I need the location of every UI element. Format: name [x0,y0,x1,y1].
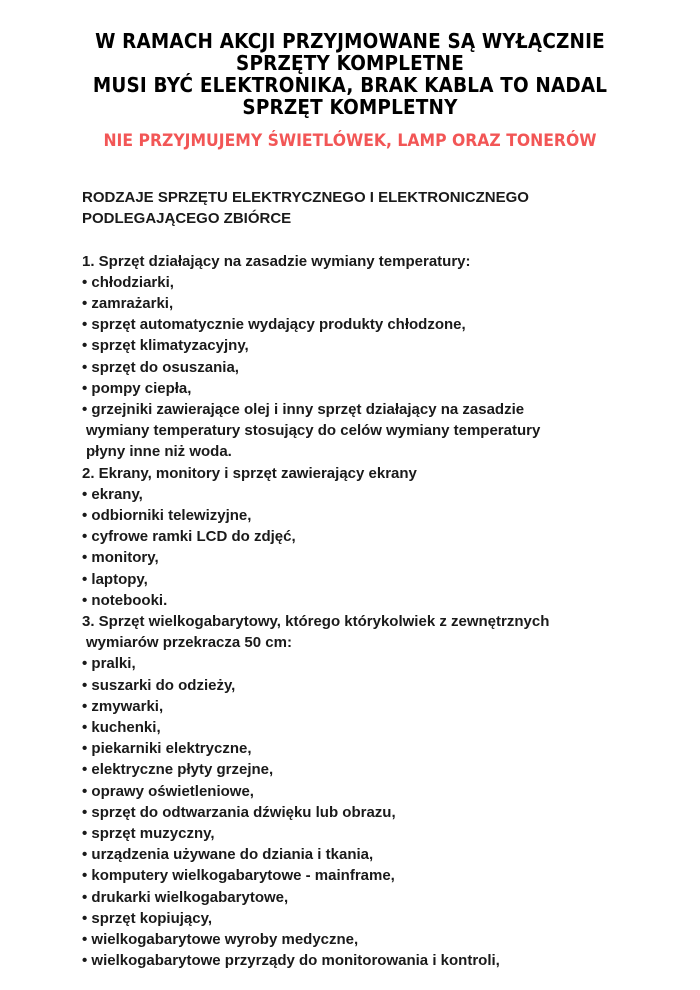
header [0,30,700,152]
equipment-list [82,187,682,972]
list-item: • chłodziarki, [82,273,174,291]
header-line-2: SPRZĘTY KOMPLETNE [236,51,464,75]
list-item: • ekrany, [82,485,143,503]
section-title-line-2: PODLEGAJĄCEGO ZBIÓRCE [82,210,292,228]
list-item-continuation: płyny inne niż woda. [86,443,232,461]
list-item: • sprzęt do osuszania, [82,358,239,376]
list-item: • wielkogabarytowe wyroby medyczne, [82,931,359,949]
list-item: • piekarniki elektryczne, [82,740,252,758]
section-title-line-1: RODZAJE SPRZĘTU ELEKTRYCZNEGO I ELEKTRONICZNEGO [82,189,529,206]
list-item: • zmywarki, [82,697,164,715]
list-item: • wielkogabarytowe przyrządy do monitorowania i kontroli, [82,952,500,970]
category-heading-2: 2. Ekrany, monitory i sprzęt zawierający ekrany [82,464,417,482]
list-item: • drukarki wielkogabarytowe, [82,888,289,906]
warning-notice: NIE PRZYJMUJEMY ŚWIETLÓWEK, LAMP ORAZ TONERÓW [103,131,597,151]
list-item: • suszarki do odzieży, [82,676,236,694]
list-item: • sprzęt do odtwarzania dźwięku lub obrazu, [82,803,396,821]
list-item: • sprzęt muzyczny, [82,825,215,843]
header-line-1: W RAMACH AKCJI PRZYJMOWANE SĄ WYŁĄCZNIE [95,29,605,53]
list-item: • sprzęt automatycznie wydający produkty chłodzone, [82,316,466,334]
list-item: • oprawy oświetleniowe, [82,782,254,800]
list-item: • grzejniki zawierające olej i inny sprzęt działający na zasadzie [82,401,525,419]
list-item: • cyfrowe ramki LCD do zdjęć, [82,528,296,546]
list-item: • komputery wielkogabarytowe - mainframe, [82,867,395,885]
list-item-continuation: wymiany temperatury stosujący do celów wymiany temperatury [86,422,541,440]
list-item: • sprzęt klimatyzacyjny, [82,337,249,355]
list-item: • urządzenia używane do dziania i tkania, [82,846,374,864]
list-item: • odbiorniki telewizyjne, [82,507,252,525]
list-item: • kuchenki, [82,719,161,737]
list-item: • laptopy, [82,570,148,588]
list-item: • pompy ciepła, [82,379,192,397]
list-item: • notebooki. [82,591,168,609]
spacer [82,229,682,250]
category-heading-3-continuation: wymiarów przekracza 50 cm: [86,634,292,652]
header-line-4: SPRZĘT KOMPLETNY [242,95,458,119]
list-item: • zamrażarki, [82,295,174,312]
category-heading-3: 3. Sprzęt wielkogabarytowy, którego którykolwiek z zewnętrznych [82,613,550,631]
list-item: • monitory, [82,549,159,567]
list-item: • pralki, [82,655,136,673]
header-line-3: MUSI BYĆ ELEKTRONIKA, BRAK KABLA TO NADAL [92,73,608,97]
list-item: • elektryczne płyty grzejne, [82,761,274,779]
category-heading-1: 1. Sprzęt działający na zasadzie wymiany temperatury: [82,252,471,270]
list-item: • sprzęt kopiujący, [82,909,213,927]
